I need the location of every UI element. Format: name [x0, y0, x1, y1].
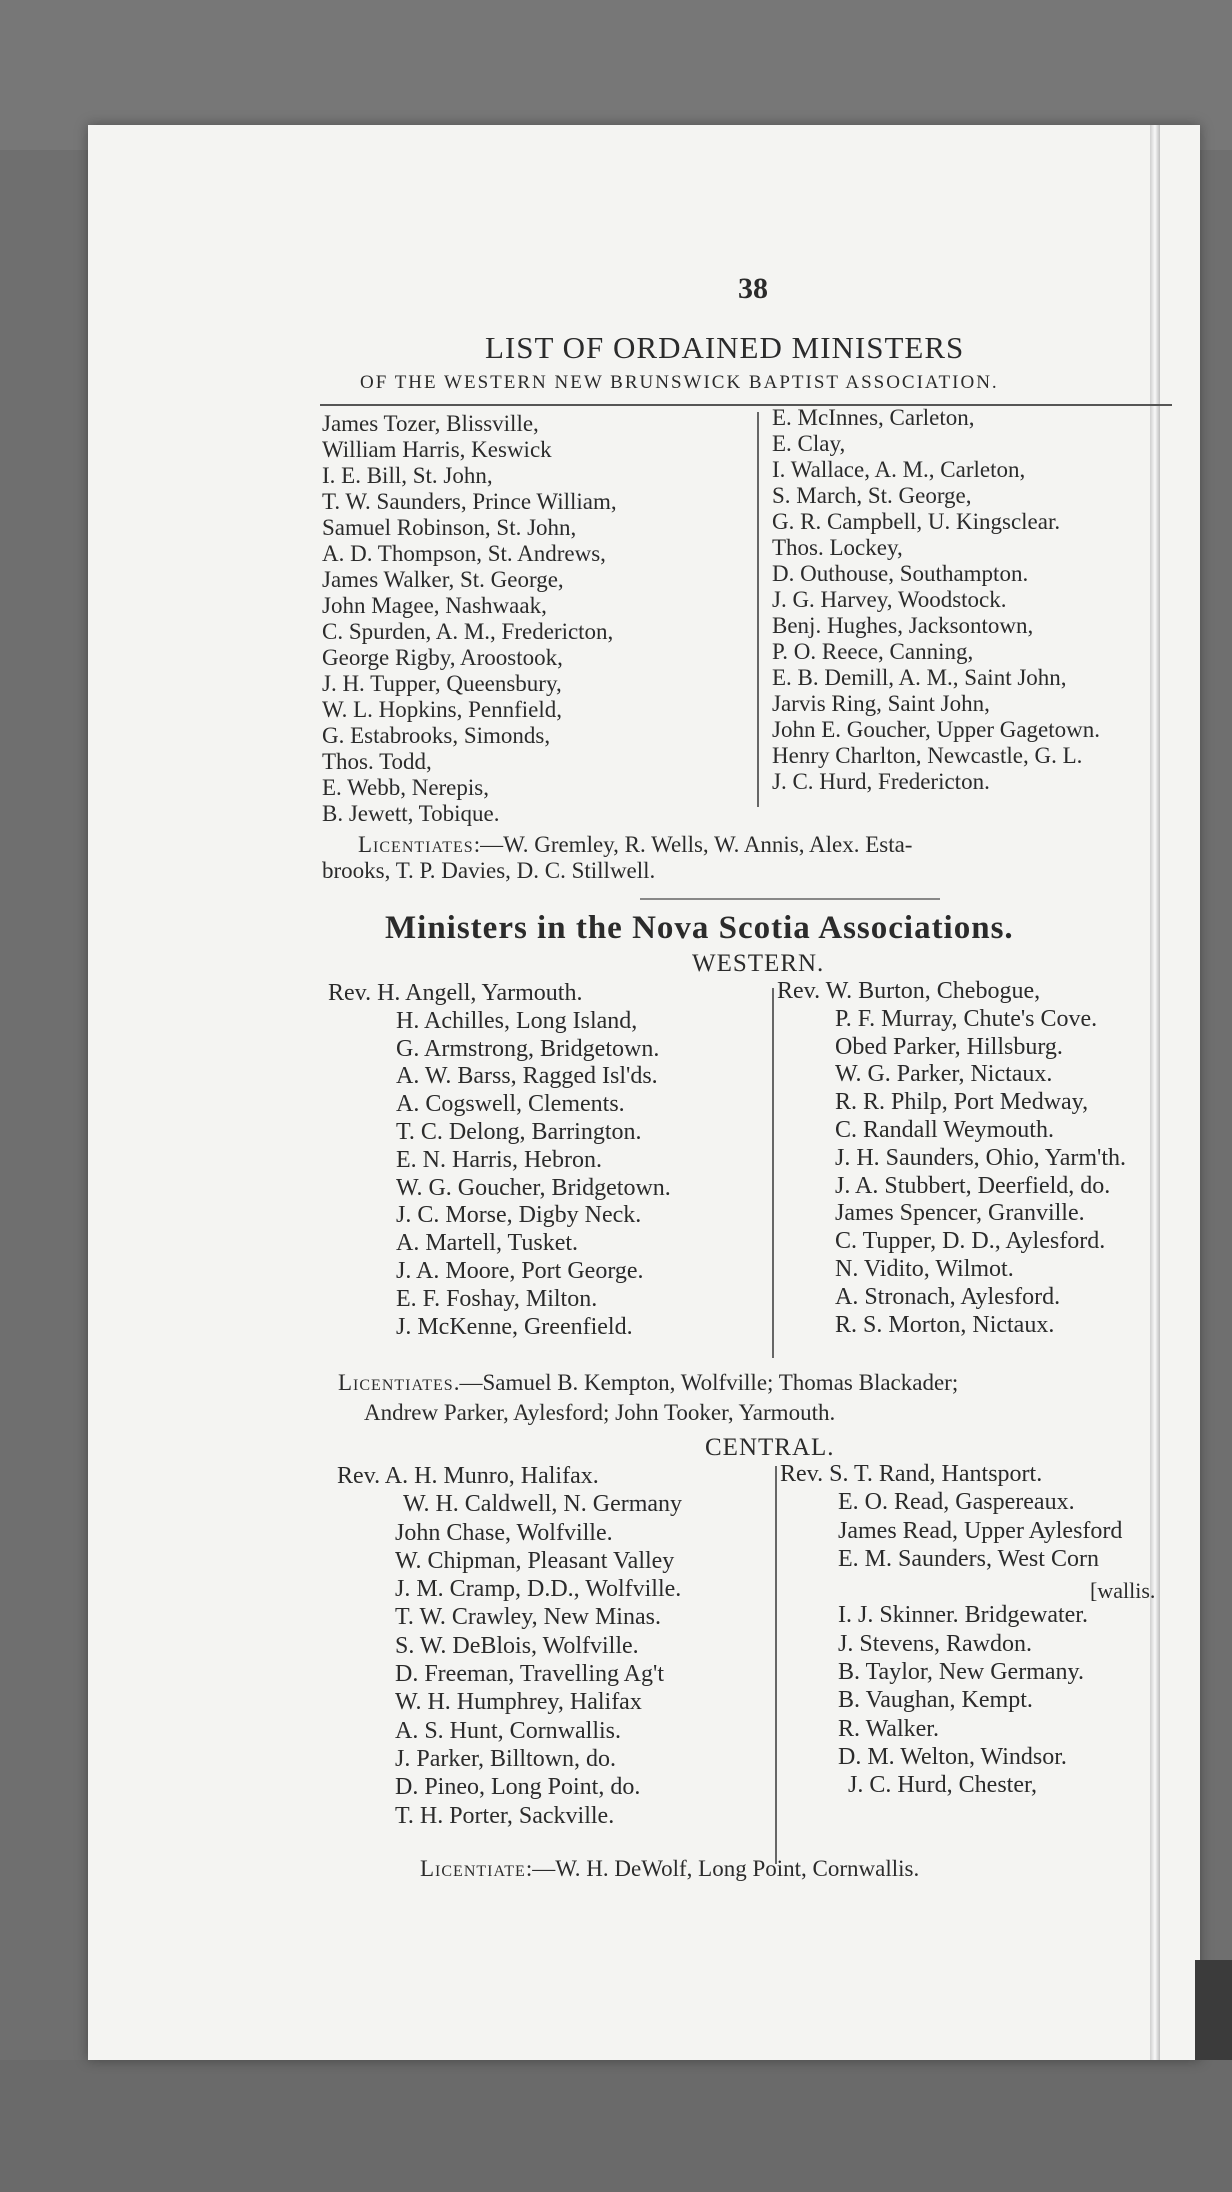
list-item: I. E. Bill, St. John,	[322, 463, 493, 488]
list-item: A. S. Hunt, Cornwallis.	[395, 1717, 622, 1744]
list-item: George Rigby, Aroostook,	[322, 645, 563, 670]
list-item: T. W. Saunders, Prince William,	[322, 489, 617, 514]
list-item: A. D. Thompson, St. Andrews,	[322, 541, 606, 566]
list-item: J. A. Stubbert, Deerfield, do.	[835, 1172, 1111, 1199]
list-item: W. L. Hopkins, Pennfield,	[322, 697, 562, 722]
list-item: E. Webb, Nerepis,	[322, 775, 489, 800]
list-item: E. McInnes, Carleton,	[772, 405, 975, 430]
list-item: A. Cogswell, Clements.	[396, 1091, 625, 1118]
list-item: S. W. DeBlois, Wolfville.	[395, 1632, 639, 1659]
list-item: A. Martell, Tusket.	[396, 1230, 579, 1257]
western-left-column	[328, 980, 671, 1341]
list-item: J. A. Moore, Port George.	[396, 1257, 644, 1284]
list-item: James Walker, St. George,	[322, 567, 564, 592]
list-item: Thos. Todd,	[322, 749, 432, 774]
list-item: James Read, Upper Aylesford	[838, 1517, 1123, 1544]
list-item: W. G. Parker, Nictaux.	[835, 1061, 1053, 1088]
list-item: J. M. Cramp, D.D., Wolfville.	[395, 1576, 682, 1603]
list-item: D. M. Welton, Windsor.	[838, 1743, 1067, 1770]
list-item: E. O. Read, Gaspereaux.	[838, 1489, 1075, 1516]
licentiate-label: Licentiate	[420, 1856, 526, 1881]
list-item: P. F. Murray, Chute's Cove.	[835, 1005, 1098, 1032]
list-item	[780, 1573, 1122, 1601]
list-item: J. C. Hurd, Fredericton.	[772, 769, 990, 794]
list-item: H. Achilles, Long Island,	[396, 1007, 638, 1034]
list-item: Henry Charlton, Newcastle, G. L.	[772, 743, 1083, 768]
list-item: J. McKenne, Greenfield.	[396, 1313, 633, 1340]
list-item: E. B. Demill, A. M., Saint John,	[772, 665, 1067, 690]
list-item: Jarvis Ring, Saint John,	[772, 691, 990, 716]
list-item: R. R. Philp, Port Medway,	[835, 1089, 1089, 1116]
list-item: G. Estabrooks, Simonds,	[322, 723, 551, 748]
list-item: J. G. Harvey, Woodstock.	[772, 587, 1007, 612]
list-item: P. O. Reece, Canning,	[772, 639, 974, 664]
list-title: LIST OF ORDAINED MINISTERS	[485, 330, 965, 365]
central-left-column	[337, 1462, 682, 1830]
nova-scotia-heading: Ministers in the Nova Scotia Associations.	[385, 910, 1014, 946]
list-item: Rev. S. T. Rand, Hantsport.	[780, 1461, 1043, 1487]
licentiate-names: :—W. H. DeWolf, Long Point, Cornwallis.	[525, 1856, 920, 1881]
list-item: James Tozer, Blissville,	[322, 411, 539, 436]
list-item: B. Vaughan, Kempt.	[838, 1687, 1033, 1714]
list-item: C. Spurden, A. M., Fredericton,	[322, 619, 614, 644]
list-item: J. Parker, Billtown, do.	[395, 1745, 617, 1772]
scan-background-bottom	[0, 2060, 1232, 2192]
nb-right-column	[772, 405, 1100, 795]
list-item: E. M. Saunders, West Corn	[838, 1545, 1099, 1572]
list-item: W. Chipman, Pleasant Valley	[395, 1547, 675, 1574]
list-item: I. J. Skinner. Bridgewater.	[838, 1602, 1088, 1629]
central-column-divider	[775, 1466, 777, 1864]
licentiates-names: .—Samuel B. Kempton, Wolfville; Thomas Blackader;	[453, 1370, 959, 1395]
list-item: W. H. Humphrey, Halifax	[395, 1689, 642, 1716]
list-item: E. F. Foshay, Milton.	[396, 1285, 598, 1312]
list-item: Samuel Robinson, St. John,	[322, 515, 577, 540]
list-item: G. Armstrong, Bridgetown.	[396, 1035, 660, 1062]
western-licentiates-line1	[338, 1370, 958, 1396]
list-item: D. Outhouse, Southampton.	[772, 561, 1029, 586]
licentiates-label: Licentiates	[338, 1370, 454, 1395]
list-item: D. Pineo, Long Point, do.	[395, 1774, 641, 1801]
list-item: G. R. Campbell, U. Kingsclear.	[772, 509, 1061, 534]
list-item: W. H. Caldwell, N. Germany	[403, 1491, 683, 1518]
licentiates-names: :—W. Gremley, R. Wells, W. Annis, Alex. Esta-	[473, 832, 913, 857]
list-item: Rev. W. Burton, Chebogue,	[777, 978, 1041, 1004]
list-item: Thos. Lockey,	[772, 535, 903, 560]
list-item: J. C. Morse, Digby Neck.	[396, 1202, 642, 1229]
list-item: A. W. Barss, Ragged Isl'ds.	[396, 1063, 658, 1090]
page-binding-edge	[1150, 125, 1160, 2060]
list-item: C. Randall Weymouth.	[835, 1116, 1054, 1143]
list-subtitle: OF THE WESTERN NEW BRUNSWICK BAPTIST ASSOCIATION.	[360, 372, 999, 393]
nb-column-divider	[757, 412, 759, 807]
list-item: Rev. A. H. Munro, Halifax.	[337, 1463, 599, 1489]
list-item: John Magee, Nashwaak,	[322, 593, 547, 618]
western-licentiates-line2: Andrew Parker, Aylesford; John Tooker, Yarmouth.	[364, 1400, 836, 1425]
list-item: B. Jewett, Tobique.	[322, 801, 500, 826]
list-item: J. H. Tupper, Queensbury,	[322, 671, 562, 696]
list-item: S. March, St. George,	[772, 483, 972, 508]
nb-licentiates-line1	[358, 832, 912, 858]
list-item: T. H. Porter, Sackville.	[395, 1802, 615, 1829]
central-heading: CENTRAL.	[705, 1434, 835, 1461]
list-item: Obed Parker, Hillsburg.	[835, 1033, 1063, 1060]
list-item: William Harris, Keswick	[322, 437, 552, 462]
list-item: E. N. Harris, Hebron.	[396, 1146, 602, 1173]
list-item: R. Walker.	[838, 1715, 939, 1742]
list-item: Rev. H. Angell, Yarmouth.	[328, 980, 583, 1006]
nb-left-column	[322, 411, 617, 827]
list-item: C. Tupper, D. D., Aylesford.	[835, 1228, 1106, 1255]
spine-shadow	[1195, 1960, 1232, 2060]
list-item: Benj. Hughes, Jacksontown,	[772, 613, 1034, 638]
list-item: I. Wallace, A. M., Carleton,	[772, 457, 1026, 482]
list-item: J. Stevens, Rawdon.	[838, 1630, 1032, 1657]
list-item: T. C. Delong, Barrington.	[396, 1118, 642, 1145]
list-item: E. Clay,	[772, 431, 846, 456]
western-right-column	[777, 978, 1126, 1339]
nb-licentiates-line2: brooks, T. P. Davies, D. C. Stillwell.	[322, 858, 656, 883]
page-number: 38	[738, 272, 768, 305]
continuation-bracket: [wallis.	[1090, 1578, 1156, 1603]
list-item: W. G. Goucher, Bridgetown.	[396, 1174, 671, 1201]
list-item: D. Freeman, Travelling Ag't	[395, 1661, 664, 1688]
licentiates-label: Licentiates	[358, 832, 474, 857]
list-item: N. Vidito, Wilmot.	[835, 1255, 1014, 1282]
list-item: J. C. Hurd, Chester,	[848, 1772, 1038, 1799]
section-divider	[640, 898, 940, 900]
western-heading: WESTERN.	[692, 950, 825, 977]
central-right-column	[780, 1460, 1122, 1800]
list-item: John E. Goucher, Upper Gagetown.	[772, 717, 1101, 742]
list-item: B. Taylor, New Germany.	[838, 1659, 1084, 1686]
list-item: A. Stronach, Aylesford.	[835, 1283, 1061, 1310]
central-licentiate-line	[420, 1856, 919, 1882]
list-item: T. W. Crawley, New Minas.	[395, 1604, 661, 1631]
list-item: James Spencer, Granville.	[835, 1200, 1085, 1227]
list-item: R. S. Morton, Nictaux.	[835, 1311, 1055, 1338]
list-item: John Chase, Wolfville.	[395, 1519, 613, 1546]
list-item: J. H. Saunders, Ohio, Yarm'th.	[835, 1144, 1126, 1171]
western-column-divider	[772, 988, 774, 1358]
